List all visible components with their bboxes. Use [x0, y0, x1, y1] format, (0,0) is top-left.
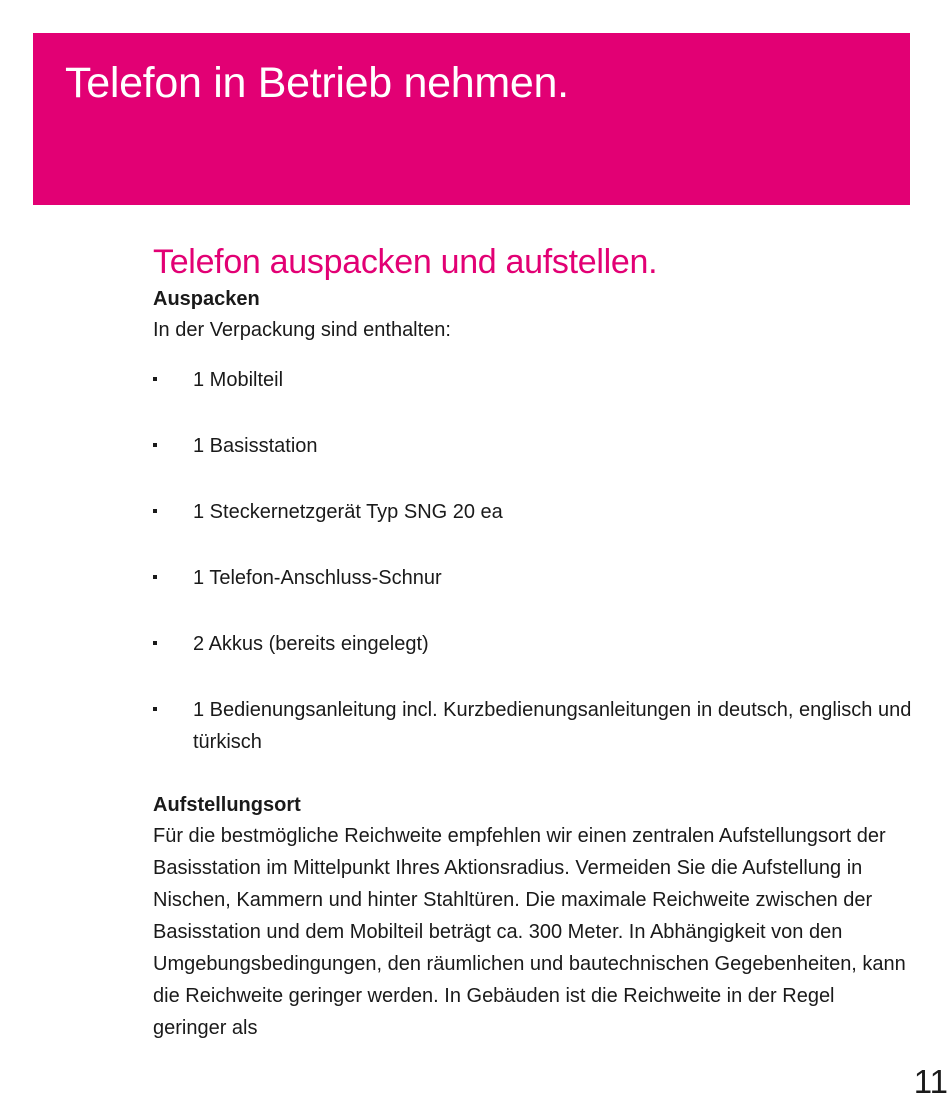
location-text: Für die bestmögliche Reichweite empfehlen wir einen zentralen Aufstellungsort der Basisstation im Mittelpunkt Ihres Aktionsradius. Vermeiden Sie die Aufstellung in Nischen, Kammern und hinter Stahltüren. Die maximale Reichweite zwischen der Basisstation und dem Mobilteil beträgt ca. 300 Meter. In Abhängigkeit von den Umgebungsbedingungen, den räumlichen und bautechnischen Gegebenheiten, kann die Reichweite geringer werden. In Gebäuden ist die Reichweite in der Regel geringer als [153, 825, 906, 1039]
list-item-text: 1 Bedienungsanleitung incl. Kurzbedienungsanleitungen in deutsch, englisch und türkisch [193, 699, 912, 753]
header-banner [33, 33, 910, 205]
bullet-icon [153, 377, 157, 381]
list-item [153, 562, 913, 594]
bullet-icon [153, 509, 157, 513]
unpack-intro: In der Verpackung sind enthalten: [153, 319, 451, 341]
section-title: Telefon auspacken und aufstellen. [153, 243, 658, 281]
list-item [153, 496, 913, 528]
bullet-icon [153, 707, 157, 711]
page-number: 11 [913, 1063, 948, 1100]
bullet-icon [153, 443, 157, 447]
list-item [153, 364, 913, 396]
bullet-icon [153, 641, 157, 645]
main-content [153, 240, 913, 1044]
location-heading: Aufstellungsort [153, 794, 301, 816]
list-item-text: 1 Mobilteil [193, 369, 284, 391]
package-contents-list [153, 364, 913, 758]
bullet-icon [153, 575, 157, 579]
unpack-heading: Auspacken [153, 288, 260, 310]
chapter-title: Telefon in Betrieb nehmen. [65, 59, 569, 107]
list-item-text: 1 Steckernetzgerät Typ SNG 20 ea [193, 501, 503, 523]
list-item-text: 1 Telefon-Anschluss-Schnur [193, 567, 442, 589]
list-item [153, 628, 913, 660]
list-item-text: 2 Akkus (bereits eingelegt) [193, 633, 429, 655]
list-item [153, 694, 913, 758]
list-item [153, 430, 913, 462]
list-item-text: 1 Basisstation [193, 435, 318, 457]
